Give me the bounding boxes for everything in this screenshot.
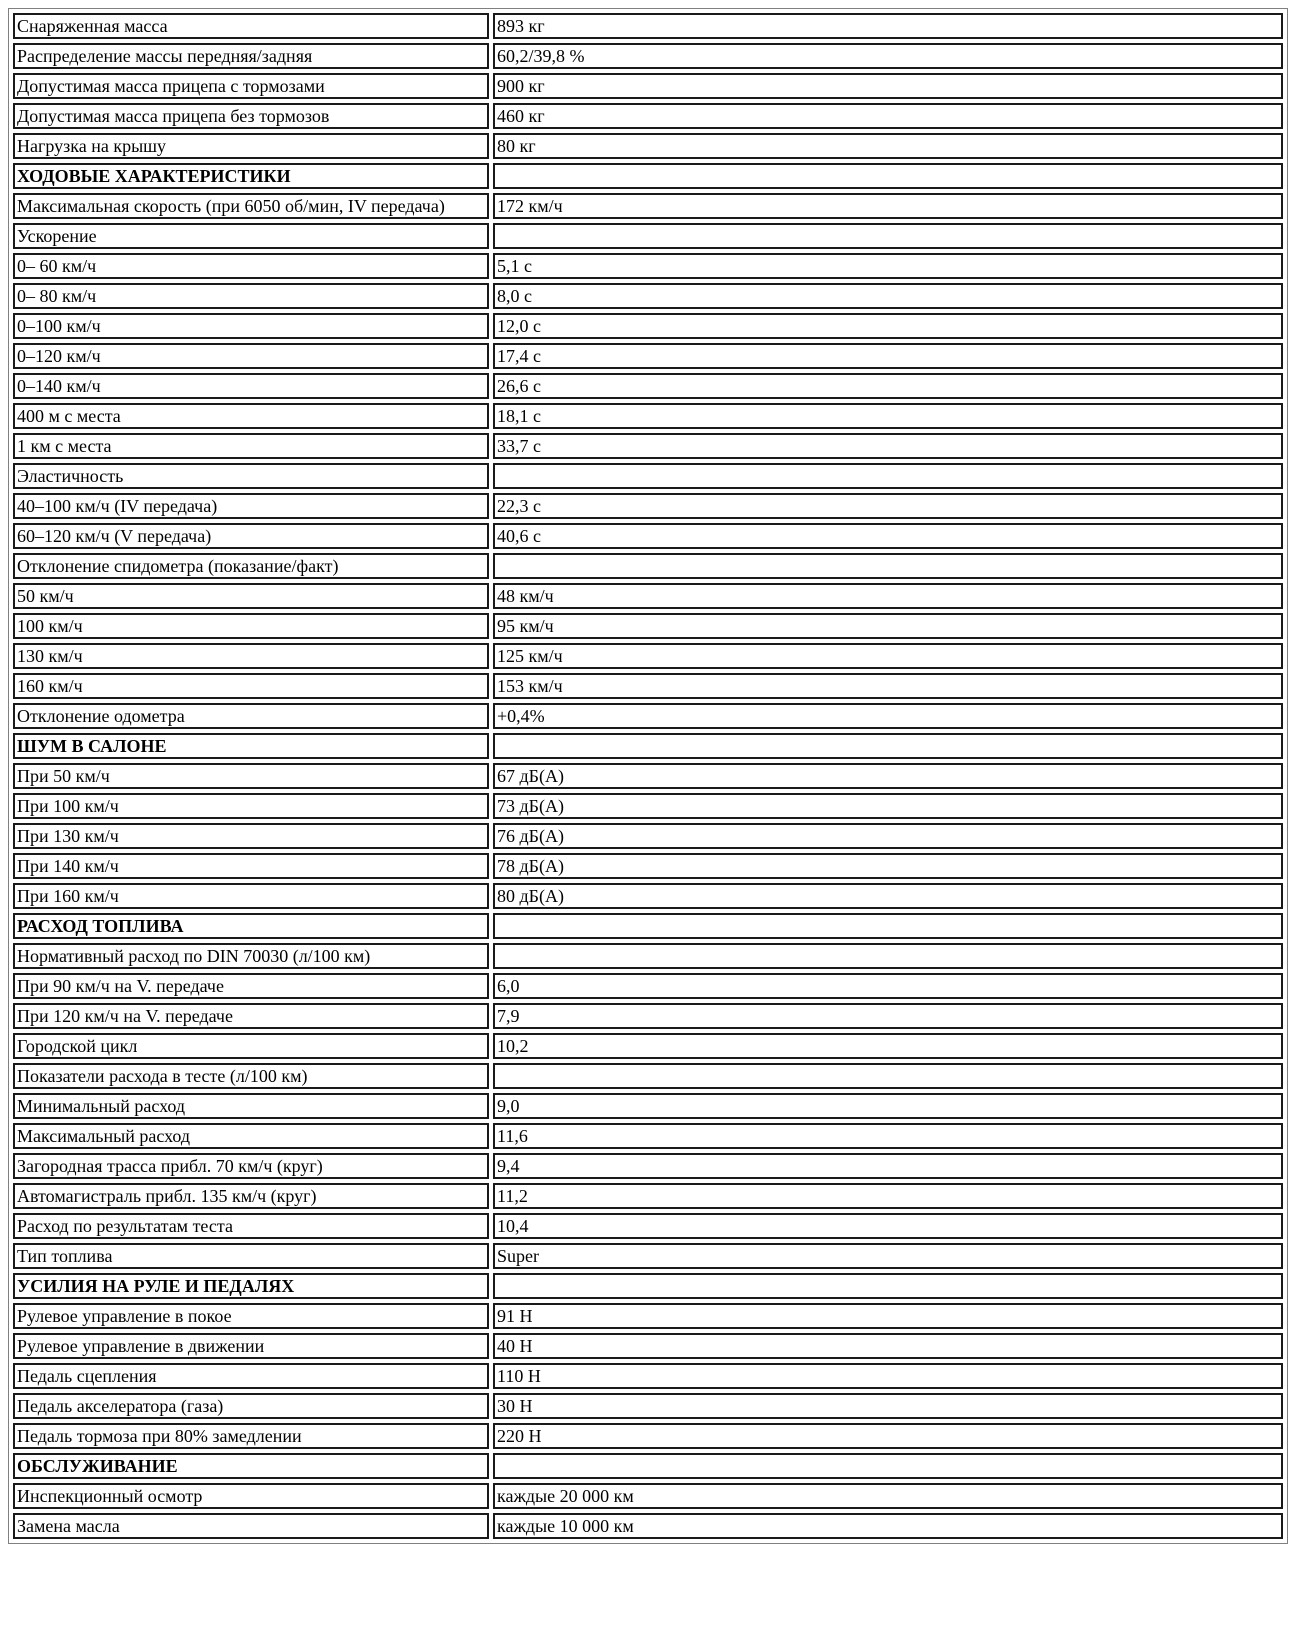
- row-value: 110 Н: [493, 1363, 1283, 1389]
- table-row: [13, 493, 1283, 519]
- row-value: [493, 553, 1283, 579]
- table-row: [13, 793, 1283, 819]
- row-label: Инспекционный осмотр: [13, 1483, 489, 1509]
- row-label: При 140 км/ч: [13, 853, 489, 879]
- row-value: 40 Н: [493, 1333, 1283, 1359]
- row-value: [493, 1063, 1283, 1089]
- row-label: Эластичность: [13, 463, 489, 489]
- row-label: Рулевое управление в покое: [13, 1303, 489, 1329]
- row-label: ОБСЛУЖИВАНИЕ: [13, 1453, 489, 1479]
- row-label: Загородная трасса прибл. 70 км/ч (круг): [13, 1153, 489, 1179]
- row-label: 400 м с места: [13, 403, 489, 429]
- row-label: 0–120 км/ч: [13, 343, 489, 369]
- table-row: [13, 463, 1283, 489]
- table-row: [13, 673, 1283, 699]
- table-row: [13, 343, 1283, 369]
- row-value: 40,6 с: [493, 523, 1283, 549]
- row-label: 160 км/ч: [13, 673, 489, 699]
- table-row: [13, 1213, 1283, 1239]
- table-row: [13, 1153, 1283, 1179]
- row-value: 11,6: [493, 1123, 1283, 1149]
- section-header-row: [13, 163, 1283, 189]
- table-row: [13, 73, 1283, 99]
- row-label: Распределение массы передняя/задняя: [13, 43, 489, 69]
- row-value: 11,2: [493, 1183, 1283, 1209]
- row-label: Отклонение одометра: [13, 703, 489, 729]
- table-row: [13, 823, 1283, 849]
- row-value: 67 дБ(А): [493, 763, 1283, 789]
- row-label: 0–100 км/ч: [13, 313, 489, 339]
- row-label: Нормативный расход по DIN 70030 (л/100 км): [13, 943, 489, 969]
- row-label: Замена масла: [13, 1513, 489, 1539]
- row-label: Городской цикл: [13, 1033, 489, 1059]
- row-value: 18,1 с: [493, 403, 1283, 429]
- table-row: [13, 1333, 1283, 1359]
- row-label: Минимальный расход: [13, 1093, 489, 1119]
- row-label: 100 км/ч: [13, 613, 489, 639]
- row-value: 10,2: [493, 1033, 1283, 1059]
- table-row: [13, 1303, 1283, 1329]
- table-row: [13, 1483, 1283, 1509]
- table-row: [13, 1363, 1283, 1389]
- row-value: 95 км/ч: [493, 613, 1283, 639]
- row-label: Показатели расхода в тесте (л/100 км): [13, 1063, 489, 1089]
- row-label: При 90 км/ч на V. передаче: [13, 973, 489, 999]
- row-label: 130 км/ч: [13, 643, 489, 669]
- row-value: каждые 10 000 км: [493, 1513, 1283, 1539]
- row-value: 12,0 с: [493, 313, 1283, 339]
- row-value: 7,9: [493, 1003, 1283, 1029]
- row-label: При 130 км/ч: [13, 823, 489, 849]
- row-value: 80 дБ(А): [493, 883, 1283, 909]
- table-row: [13, 853, 1283, 879]
- table-row: [13, 763, 1283, 789]
- row-label: Расход по результатам теста: [13, 1213, 489, 1239]
- row-label: Нагрузка на крышу: [13, 133, 489, 159]
- row-label: Максимальный расход: [13, 1123, 489, 1149]
- table-row: [13, 973, 1283, 999]
- specifications-table-body: [13, 13, 1283, 1539]
- table-row: [13, 253, 1283, 279]
- table-row: [13, 1513, 1283, 1539]
- row-value: 172 км/ч: [493, 193, 1283, 219]
- section-header-row: [13, 733, 1283, 759]
- row-label: 40–100 км/ч (IV передача): [13, 493, 489, 519]
- table-row: [13, 1003, 1283, 1029]
- row-label: РАСХОД ТОПЛИВА: [13, 913, 489, 939]
- row-value: [493, 913, 1283, 939]
- row-value: 78 дБ(А): [493, 853, 1283, 879]
- row-label: Автомагистраль прибл. 135 км/ч (круг): [13, 1183, 489, 1209]
- table-row: [13, 1123, 1283, 1149]
- row-label: ШУМ В САЛОНЕ: [13, 733, 489, 759]
- table-row: [13, 703, 1283, 729]
- table-row: [13, 1393, 1283, 1419]
- row-value: 9,4: [493, 1153, 1283, 1179]
- table-row: [13, 553, 1283, 579]
- row-value: 80 кг: [493, 133, 1283, 159]
- row-value: 26,6 с: [493, 373, 1283, 399]
- row-value: Super: [493, 1243, 1283, 1269]
- row-value: 220 Н: [493, 1423, 1283, 1449]
- row-label: При 160 км/ч: [13, 883, 489, 909]
- table-row: [13, 433, 1283, 459]
- table-row: [13, 13, 1283, 39]
- table-row: [13, 103, 1283, 129]
- row-value: 48 км/ч: [493, 583, 1283, 609]
- row-value: каждые 20 000 км: [493, 1483, 1283, 1509]
- table-row: [13, 1033, 1283, 1059]
- row-value: 22,3 с: [493, 493, 1283, 519]
- specifications-table: [8, 8, 1288, 1544]
- row-value: [493, 223, 1283, 249]
- row-label: При 100 км/ч: [13, 793, 489, 819]
- row-value: [493, 463, 1283, 489]
- row-label: 0–140 км/ч: [13, 373, 489, 399]
- row-label: Ускорение: [13, 223, 489, 249]
- row-label: При 50 км/ч: [13, 763, 489, 789]
- row-value: 9,0: [493, 1093, 1283, 1119]
- row-value: [493, 1273, 1283, 1299]
- section-header-row: [13, 913, 1283, 939]
- row-label: 0– 80 км/ч: [13, 283, 489, 309]
- row-value: 60,2/39,8 %: [493, 43, 1283, 69]
- table-row: [13, 883, 1283, 909]
- row-label: 1 км с места: [13, 433, 489, 459]
- row-value: 5,1 с: [493, 253, 1283, 279]
- row-value: 30 Н: [493, 1393, 1283, 1419]
- row-value: 893 кг: [493, 13, 1283, 39]
- row-value: 10,4: [493, 1213, 1283, 1239]
- row-label: Педаль тормоза при 80% замедлении: [13, 1423, 489, 1449]
- section-header-row: [13, 1273, 1283, 1299]
- table-row: [13, 1063, 1283, 1089]
- table-row: [13, 43, 1283, 69]
- row-label: Педаль сцепления: [13, 1363, 489, 1389]
- table-row: [13, 583, 1283, 609]
- table-row: [13, 403, 1283, 429]
- row-label: 0– 60 км/ч: [13, 253, 489, 279]
- row-value: [493, 163, 1283, 189]
- row-value: +0,4%: [493, 703, 1283, 729]
- table-row: [13, 223, 1283, 249]
- row-value: 76 дБ(А): [493, 823, 1283, 849]
- row-value: 153 км/ч: [493, 673, 1283, 699]
- row-value: 33,7 с: [493, 433, 1283, 459]
- row-label: Педаль акселератора (газа): [13, 1393, 489, 1419]
- row-value: 73 дБ(А): [493, 793, 1283, 819]
- table-row: [13, 1423, 1283, 1449]
- row-value: 17,4 с: [493, 343, 1283, 369]
- row-value: 460 кг: [493, 103, 1283, 129]
- table-row: [13, 613, 1283, 639]
- table-row: [13, 313, 1283, 339]
- row-label: Снаряженная масса: [13, 13, 489, 39]
- row-value: 6,0: [493, 973, 1283, 999]
- row-label: Отклонение спидометра (показание/факт): [13, 553, 489, 579]
- row-label: Максимальная скорость (при 6050 об/мин, IV передача): [13, 193, 489, 219]
- table-row: [13, 643, 1283, 669]
- row-value: [493, 733, 1283, 759]
- row-value: 125 км/ч: [493, 643, 1283, 669]
- table-row: [13, 943, 1283, 969]
- section-header-row: [13, 1453, 1283, 1479]
- row-value: 900 кг: [493, 73, 1283, 99]
- row-label: Допустимая масса прицепа без тормозов: [13, 103, 489, 129]
- table-row: [13, 283, 1283, 309]
- row-label: 50 км/ч: [13, 583, 489, 609]
- table-row: [13, 1183, 1283, 1209]
- row-value: 8,0 с: [493, 283, 1283, 309]
- row-label: УСИЛИЯ НА РУЛЕ И ПЕДАЛЯХ: [13, 1273, 489, 1299]
- row-label: Тип топлива: [13, 1243, 489, 1269]
- table-row: [13, 133, 1283, 159]
- row-label: Рулевое управление в движении: [13, 1333, 489, 1359]
- table-row: [13, 523, 1283, 549]
- row-label: Допустимая масса прицепа с тормозами: [13, 73, 489, 99]
- table-row: [13, 1243, 1283, 1269]
- row-value: [493, 943, 1283, 969]
- row-value: 91 Н: [493, 1303, 1283, 1329]
- row-label: При 120 км/ч на V. передаче: [13, 1003, 489, 1029]
- row-label: ХОДОВЫЕ ХАРАКТЕРИСТИКИ: [13, 163, 489, 189]
- row-value: [493, 1453, 1283, 1479]
- table-row: [13, 373, 1283, 399]
- table-row: [13, 193, 1283, 219]
- table-row: [13, 1093, 1283, 1119]
- row-label: 60–120 км/ч (V передача): [13, 523, 489, 549]
